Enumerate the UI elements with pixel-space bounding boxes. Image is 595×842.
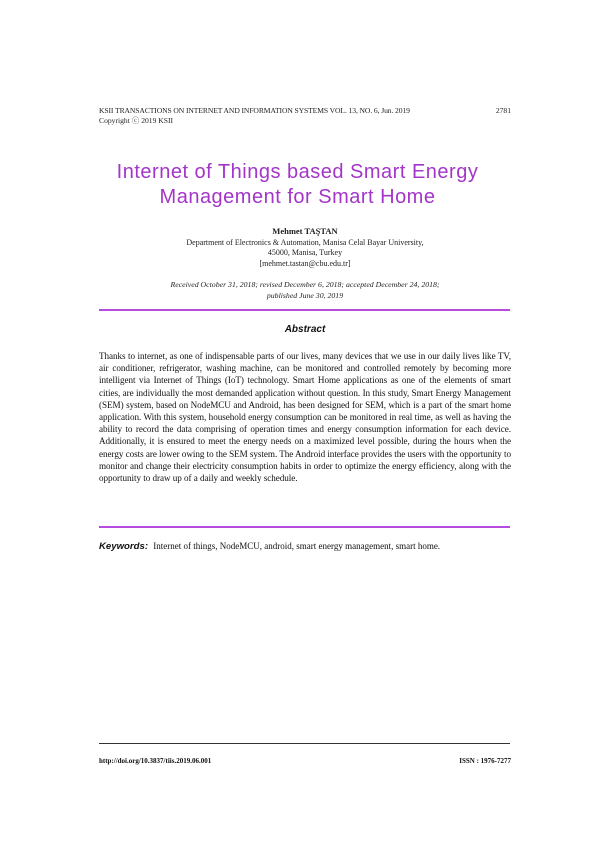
author-address: 45000, Manisa, Turkey (267, 248, 343, 257)
footer-rule (99, 743, 510, 744)
author-block (99, 226, 511, 269)
page-number: 2781 (495, 106, 511, 115)
keywords-label: Keywords: (99, 541, 149, 552)
dates-line-2: published June 30, 2019 (266, 290, 344, 300)
abstract-heading: Abstract (284, 324, 326, 335)
abstract-text: Thanks to internet, as one of indispensable parts of our lives, many devices that we use in our daily lives like TV, air conditioner, refrigerator, washing machine, can be monitored and controlled remotely by becoming more intelligent via Internet of Things (IoT) technology. Smart Home applications as one of the elements of smart cities, are individually the most demanded application without question. In this study, Smart Energy Management (SEM) system, based on NodeMCU and Android, has been designed for SEM, which is a part of the smart home application. With this system, household energy consumption can be monitored in real time, as well as having the ability to record the data comprising of operation times and energy consumption information for each device. Additionally, it is ensured to meet the energy needs on a maximized level possible, during the hours when the energy costs are lower owing to the SEM system. The Android interface provides the users with the opportunity to monitor and change their electricity consumption habits in order to optimize the energy efficiency, along with the opportunity to draw up of a daily and weekly schedule. (99, 351, 511, 484)
title-line-1: Internet of Things based Smart Energy (116, 161, 479, 183)
paper-title (60, 160, 535, 210)
abstract-top-rule (99, 309, 510, 311)
doi-link[interactable]: http://doi.org/10.3837/tiis.2019.06.001 (99, 757, 212, 765)
title-line-2: Management for Smart Home (159, 186, 436, 208)
dates-line-1: Received October 31, 2018; revised December 6, 2018; accepted December 24, 2018; (170, 280, 440, 289)
author-name: Mehmet TAŞTAN (272, 226, 338, 236)
keywords-text: Internet of things, NodeMCU, android, smart energy management, smart home. (153, 541, 441, 551)
keywords (99, 541, 519, 552)
journal-line: KSII TRANSACTIONS ON INTERNET AND INFORMATION SYSTEMS VOL. 13, NO. 6, Jun. 2019 (99, 106, 410, 115)
running-head (99, 106, 511, 126)
copyright-line: Copyright ⓒ 2019 KSII (99, 116, 174, 125)
author-email: [mehmet.tastan@cbu.edu.tr] (259, 258, 351, 268)
publication-dates (99, 280, 511, 301)
issn: ISSN : 1976-7277 (459, 757, 511, 765)
abstract-bottom-rule (99, 526, 510, 528)
author-affiliation: Department of Electronics & Automation, Manisa Celal Bayar University, (186, 237, 424, 247)
